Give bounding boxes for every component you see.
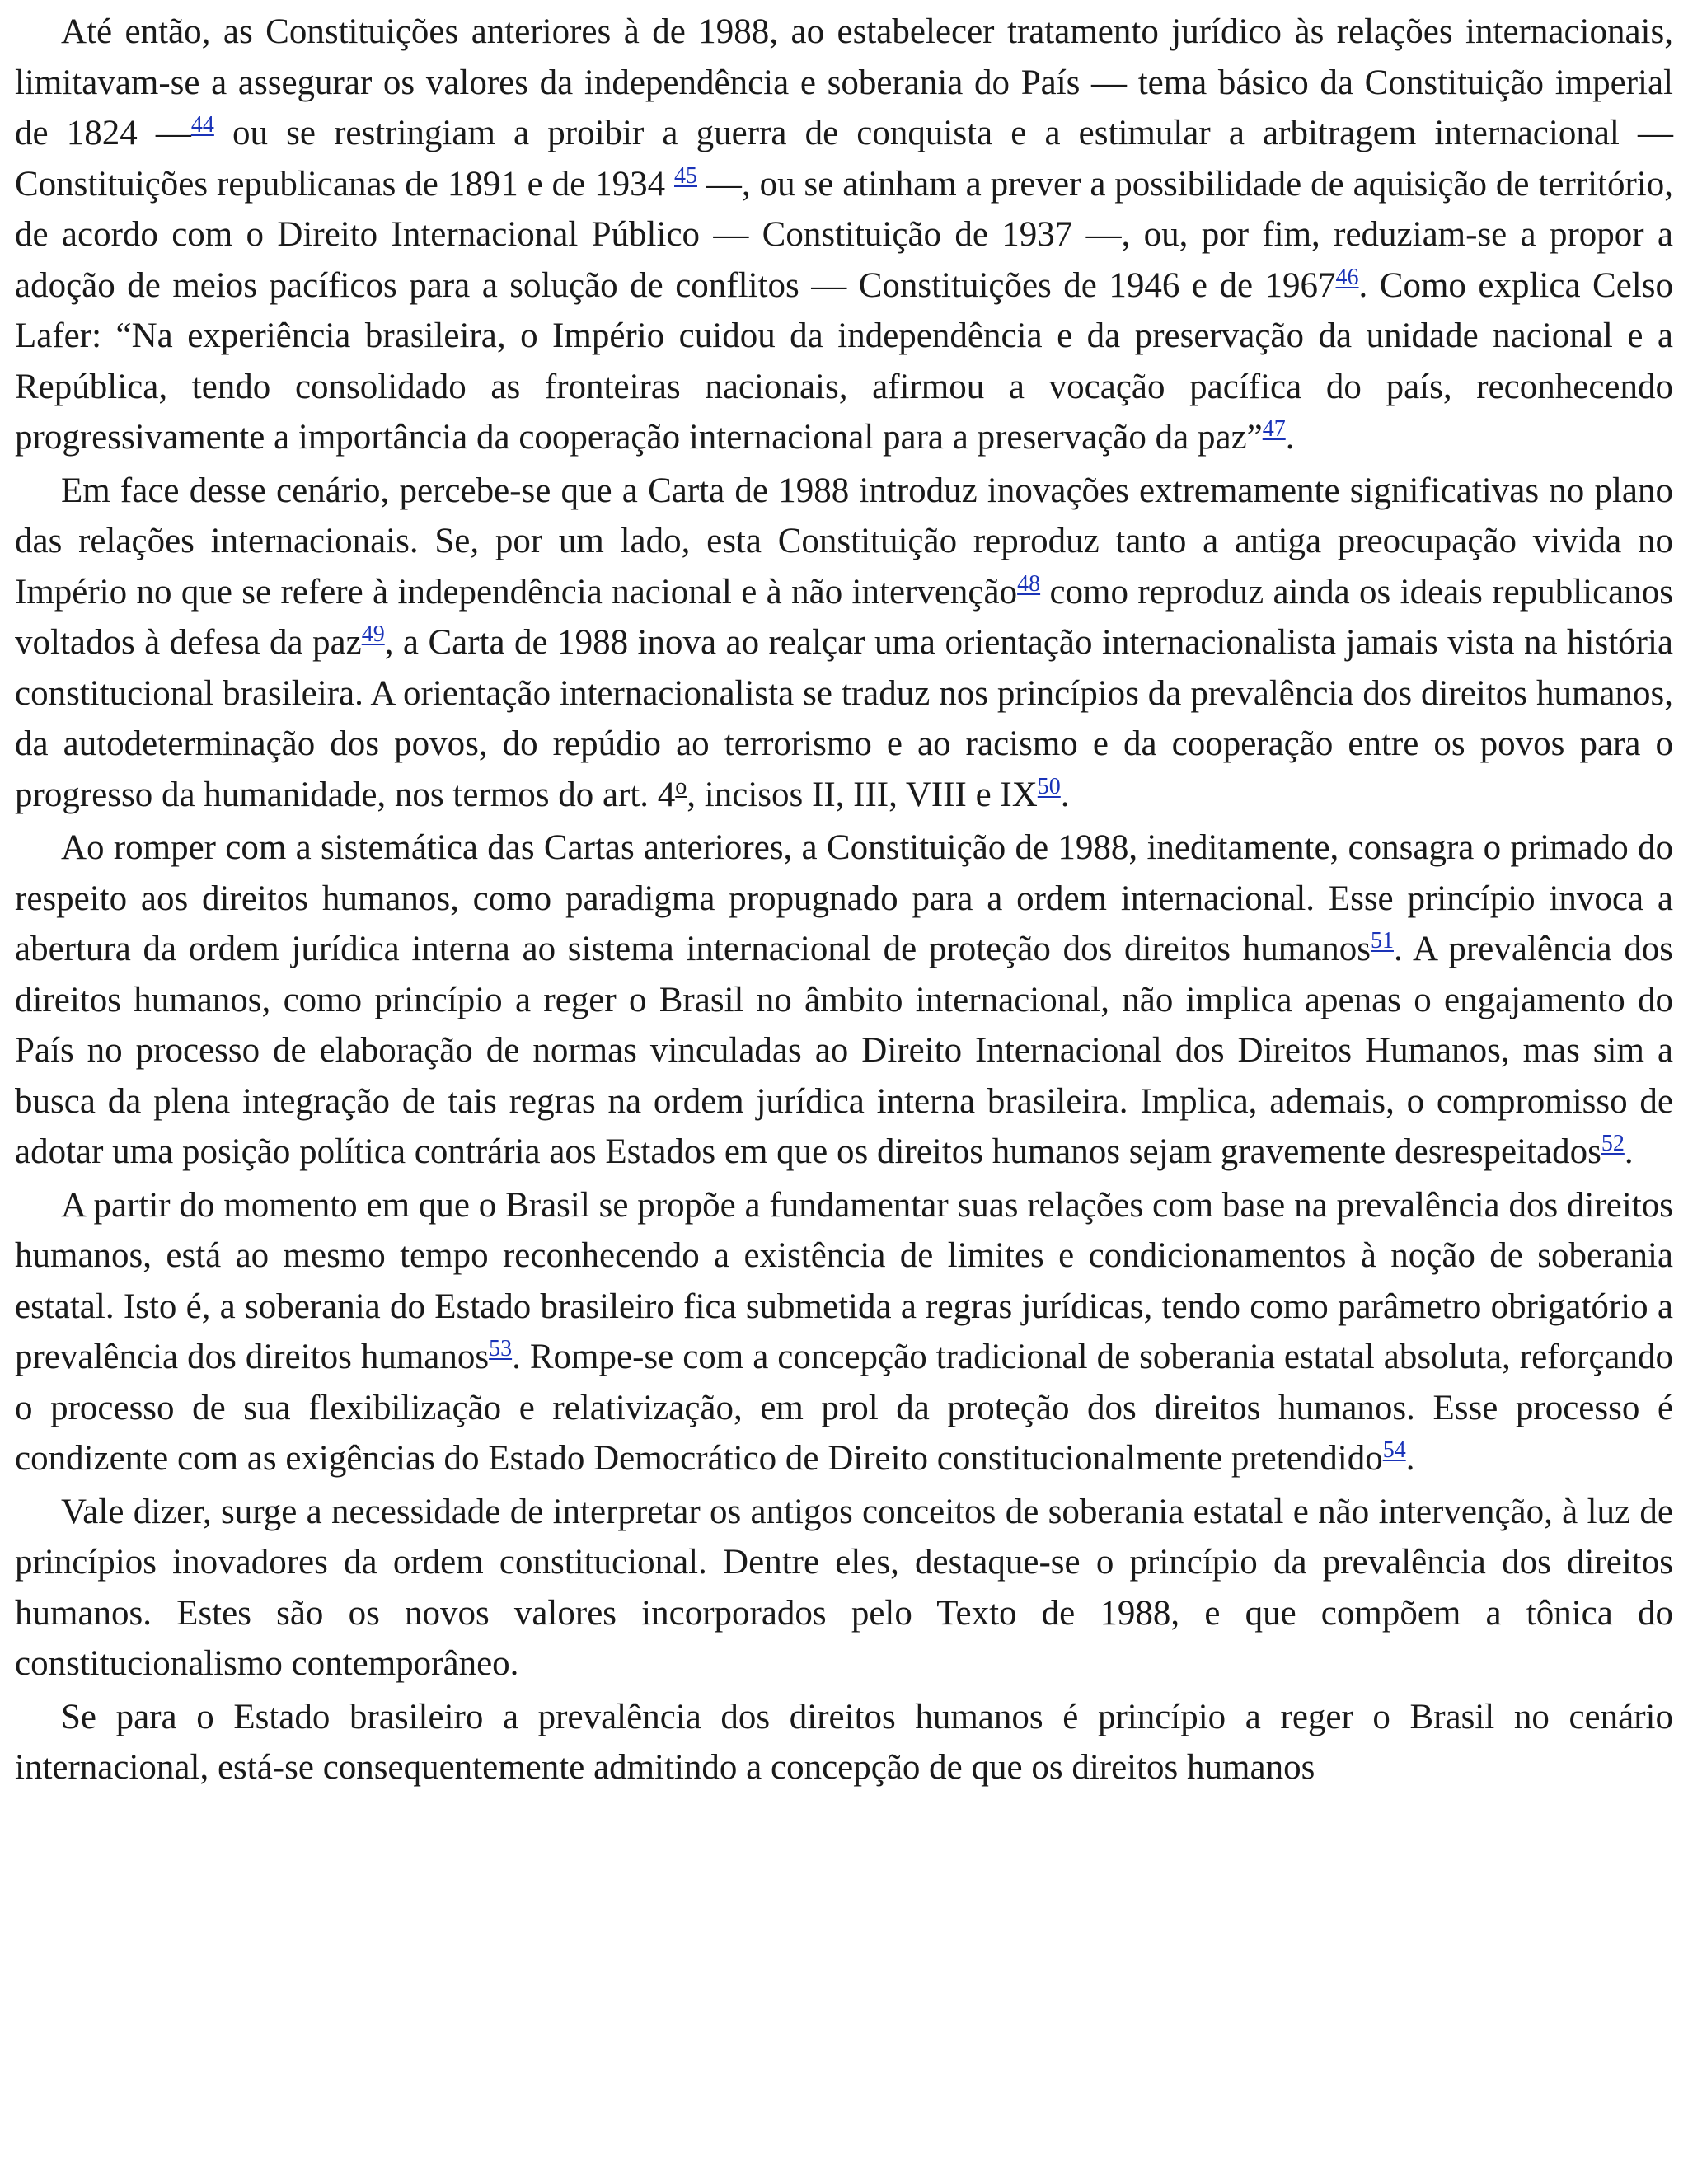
footnote-link[interactable]: 53: [489, 1336, 513, 1361]
footnote-link[interactable]: 47: [1262, 416, 1286, 442]
footnote-link[interactable]: 52: [1601, 1131, 1625, 1156]
paragraph-text: Se para o Estado brasileiro a prevalência dos direitos humanos é princípio a reger o Brasil no cenário internacional, está-se consequentemente admitindo a concepção de que os direitos humanos: [15, 1697, 1673, 1787]
footnote-link[interactable]: 50: [1037, 773, 1061, 799]
paragraph-text: .: [1060, 775, 1070, 814]
paragraph: [15, 823, 1673, 1180]
paragraph-text: A partir do momento em que o Brasil se propõe a fundamentar suas relações com base na prevalência dos direitos humanos, está ao mesmo tempo reconhecendo a existência de limites e condicionamentos à noção de soberania estatal. Isto é, a soberania do Estado brasileiro fica submetida a regras jurídicas, tendo como parâmetro obrigatório a prevalência dos direitos humanos: [15, 1185, 1673, 1376]
paragraph-text: . Rompe-se com a concepção tradicional de soberania estatal absoluta, reforçando o processo de sua flexibilização e relativização, em prol da proteção dos direitos humanos. Esse processo é condizente com as exigências do Estado Democrático de Direito constitucionalmente pretendido: [15, 1338, 1673, 1478]
paragraph-text: Ao romper com a sistemática das Cartas anteriores, a Constituição de 1988, ineditamente, consagra o primado do respeito aos direitos humanos, como paradigma propugnado para a ordem internacional. Esse princípio invoca a abertura da ordem jurídica interna ao sistema internacional de proteção dos direitos humanos: [15, 828, 1673, 968]
paragraph: [15, 1180, 1673, 1487]
paragraph-text: , incisos II, III, VIII e IX: [687, 775, 1038, 814]
footnote-link[interactable]: 48: [1017, 570, 1041, 597]
paragraph-text: .: [1405, 1439, 1415, 1478]
paragraph-text: .: [1624, 1132, 1634, 1171]
footnote-link[interactable]: 44: [190, 112, 214, 138]
paragraph-text: Em face desse cenário, percebe-se que a Carta de 1988 introduz inovações extremamente significativas no plano das relações internacionais. Se, por um lado, esta Constituição reproduz tanto a antiga preocupação vivida no Império no que se refere à independência nacional e à não intervenção: [15, 471, 1673, 612]
paragraph: [15, 1692, 1673, 1796]
paragraph-text: . A prevalência dos direitos humanos, como princípio a reger o Brasil no âmbito internacional, não implica apenas o engajamento do País no processo de elaboração de normas vinculadas ao Direito Internacional dos Direitos Humanos, mas sim a busca da plena integração de tais regras na ordem jurídica interna brasileira. Implica, ademais, o compromisso de adotar uma posição política contrária aos Estados em que os direitos humanos sejam gravemente desrespeitados: [15, 930, 1673, 1171]
footnote-link[interactable]: 54: [1382, 1437, 1406, 1463]
paragraph-text: .: [1285, 418, 1295, 457]
document-body: [15, 7, 1673, 1796]
footnote-link[interactable]: 49: [361, 621, 385, 647]
footnote-link[interactable]: 46: [1335, 264, 1359, 290]
footnote-link[interactable]: 51: [1370, 928, 1394, 954]
paragraph: [15, 7, 1673, 466]
paragraph: [15, 1487, 1673, 1692]
footnote-link[interactable]: 45: [674, 162, 697, 189]
paragraph-text: Vale dizer, surge a necessidade de interpretar os antigos conceitos de soberania estatal e não intervenção, à luz de princípios inovadores da ordem constitucional. Dentre eles, destaque-se o princípio da prevalência dos direitos humanos. Estes são os novos valores incorporados pelo Texto de 1988, e que compõem a tônica do constitucionalismo contemporâneo.: [15, 1492, 1673, 1683]
paragraph-text: , a Carta de 1988 inova ao realçar uma orientação internacionalista jamais vista na história constitucional brasileira. A orientação internacionalista se traduz nos princípios da prevalência dos direitos humanos, da autodeterminação dos povos, do repúdio ao terrorismo e ao racismo e da cooperação entre os povos para o progresso da humanidade, nos termos do art. 4: [15, 623, 1673, 814]
ordinal-indicator: o: [675, 773, 687, 799]
paragraph-text: ou se restringiam a proibir a guerra de conquista e a estimular a arbitragem internacional — Constituições republicanas de 1891 e de 1934: [15, 114, 1673, 204]
paragraph-text: Até então, as Constituições anteriores à de 1988, ao estabelecer tratamento jurídico às relações internacionais, limitavam-se a assegurar os valores da independência e soberania do País — tema básico da Constituição imperial de 1824 —: [15, 12, 1673, 152]
paragraph-text: como reproduz ainda os ideais republicanos voltados à defesa da paz: [15, 572, 1673, 662]
paragraph-text: . Como explica Celso Lafer: “Na experiência brasileira, o Império cuidou da independência e da preservação da unidade nacional e a República, tendo consolidado as fronteiras nacionais, afirmou a vocação pacífica do país, reconhecendo progressivamente a importância da cooperação internacional para a preservação da paz”: [15, 265, 1673, 457]
paragraph: [15, 466, 1673, 823]
paragraph-text: —, ou se atinham a prever a possibilidade de aquisição de território, de acordo com o Direito Internacional Público — Constituição de 1937 —, ou, por fim, reduziam-se a propor a adoção de meios pacíficos para a solução de conflitos — Constituições de 1946 e de 1967: [15, 164, 1673, 305]
